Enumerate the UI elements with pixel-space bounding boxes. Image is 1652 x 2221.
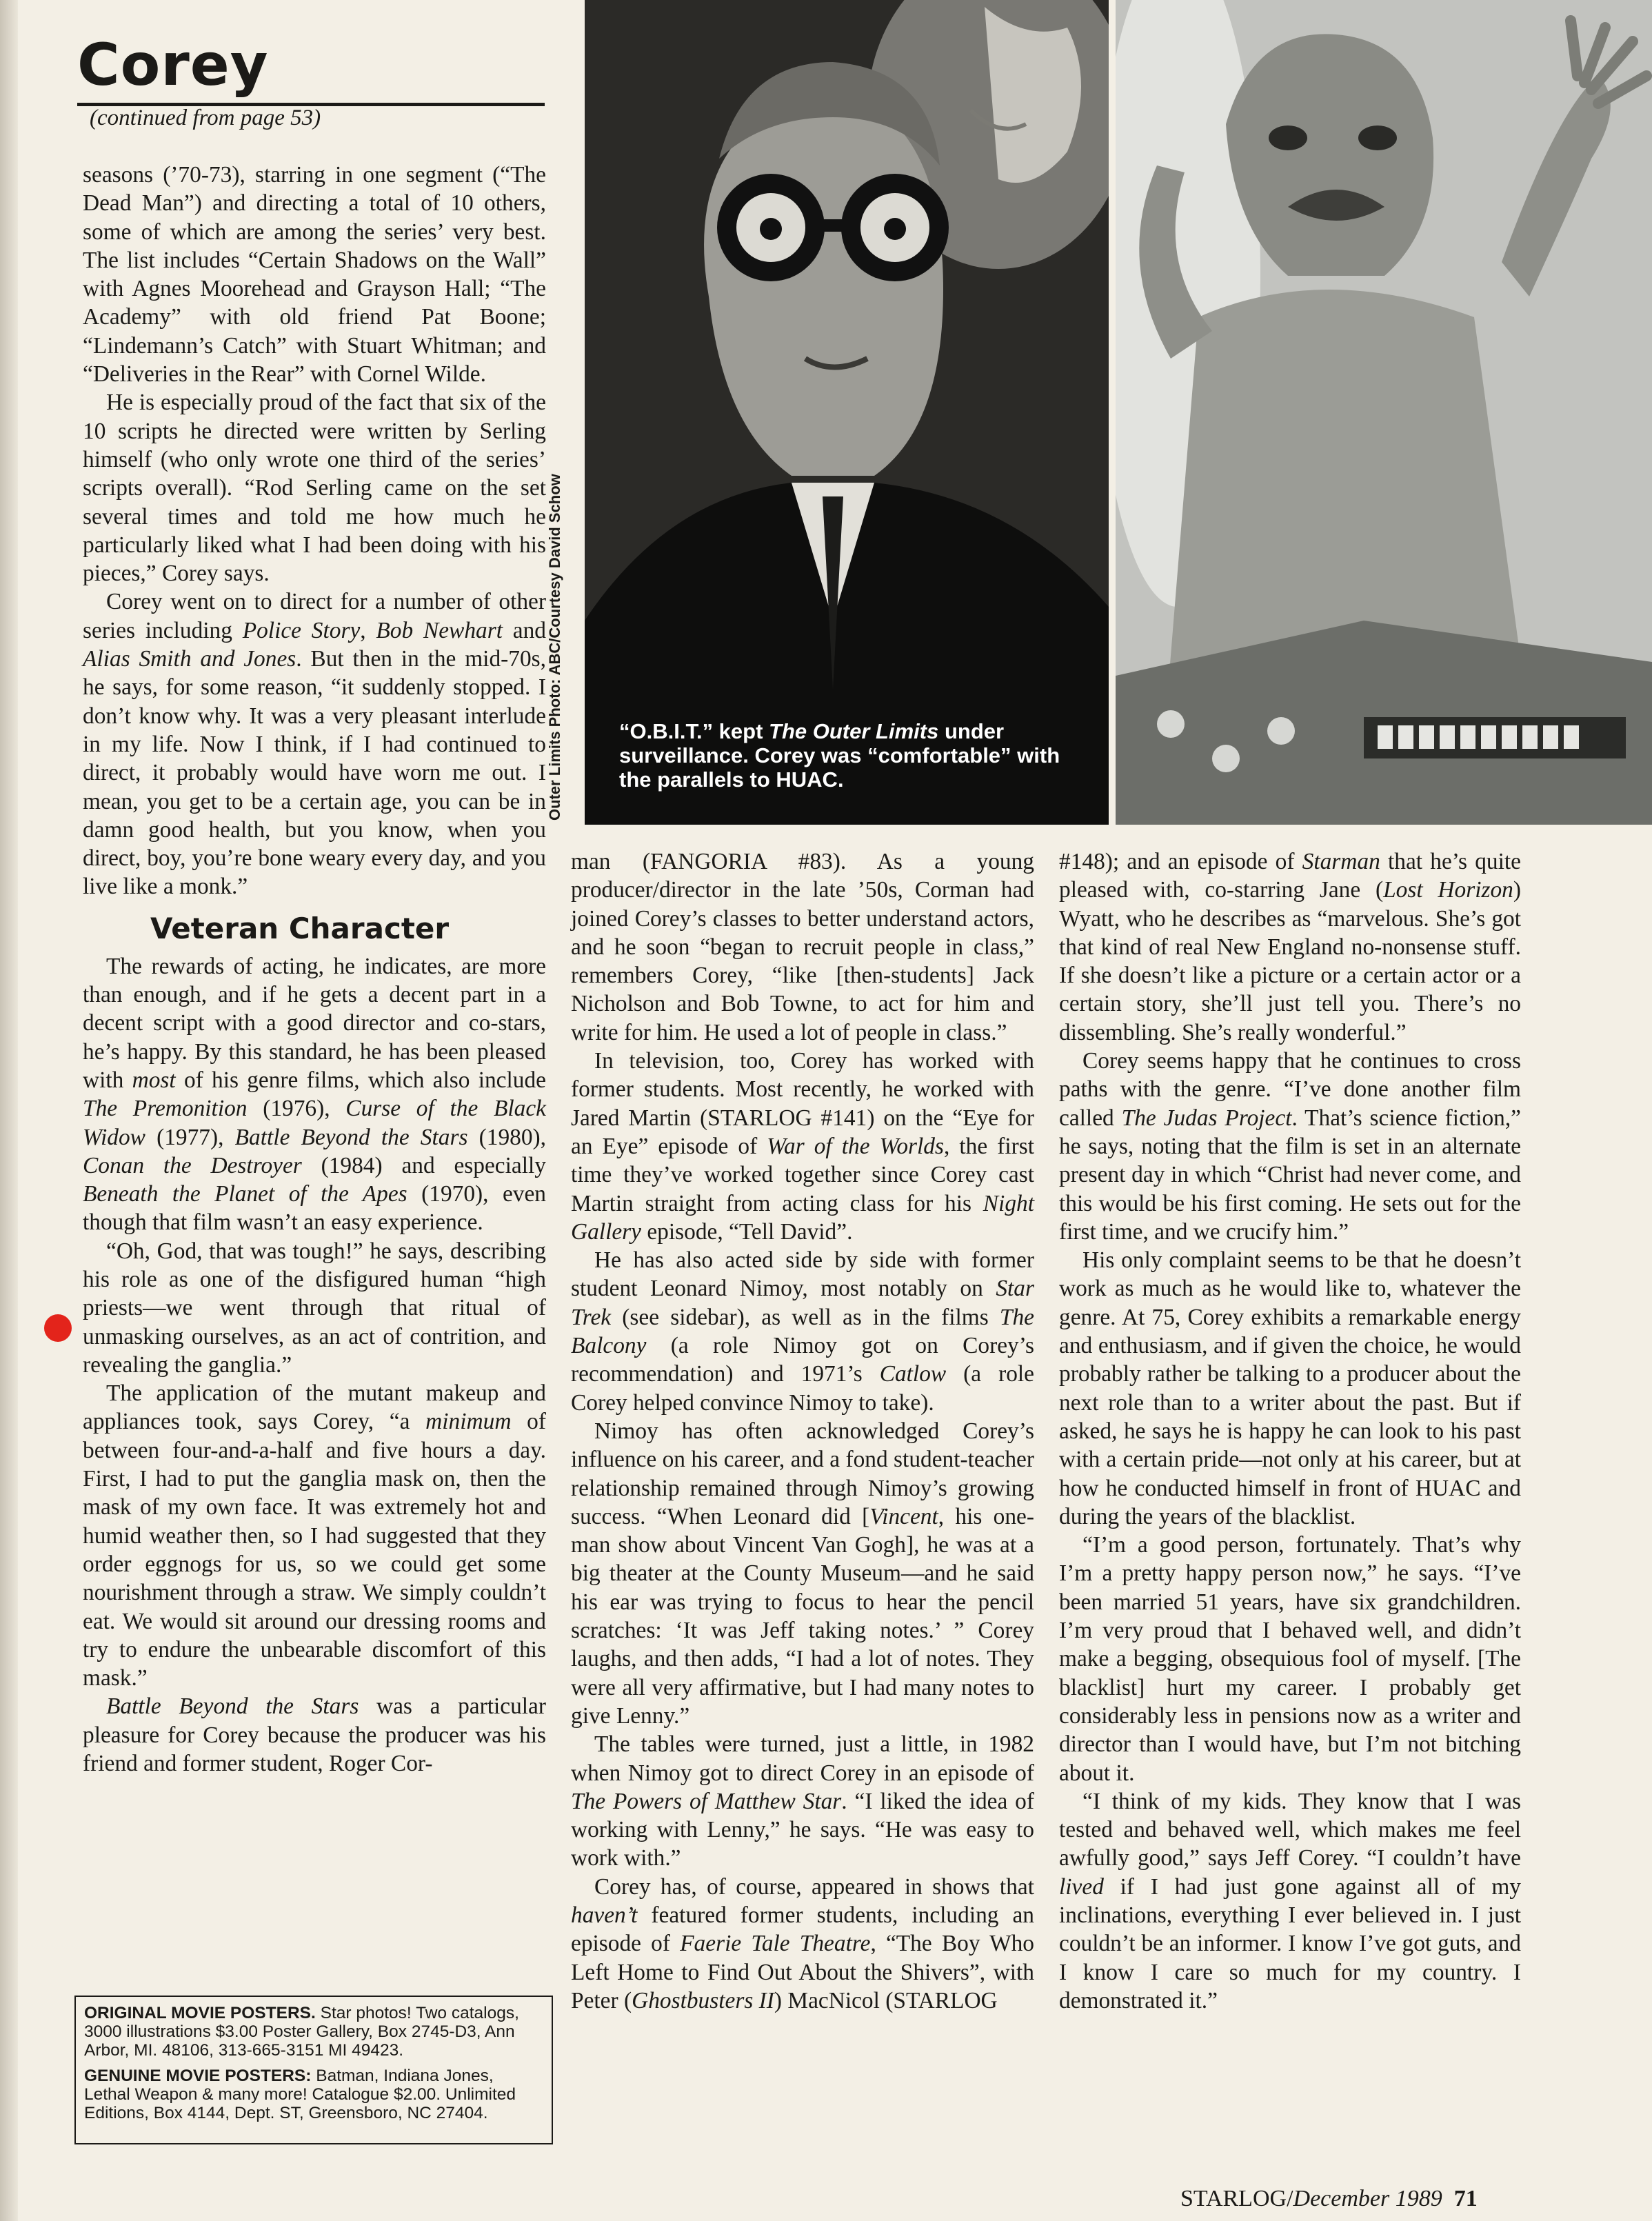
photo-obit-man xyxy=(585,0,1109,825)
photo-caption: “O.B.I.T.” kept The Outer Limits under surveillance. Corey was “comfortable” with the parallels to HUAC. xyxy=(619,719,1060,792)
paragraph: The tables were turned, just a little, in 1982 when Nimoy got to direct Corey in an episode of The Powers of Matthew Star. “I liked the idea of working with Lenny,” he says. “He was easy to work with.” xyxy=(571,1731,1034,1871)
paragraph: Corey has, of course, appeared in shows that haven’t featured former students, including an episode of Faerie Tale Theatre, “The Boy Who Left Home to Find Out About the Shivers”, with Peter (Ghostbusters II) MacNicol (STARLOG xyxy=(571,1873,1034,2013)
classified-ad: GENUINE MOVIE POSTERS: Batman, Indiana Jones, Lethal Weapon & many more! Catalogue $2.00. Unlimited Editions, Box 4144, Dept. ST, Greensboro, NC 27404. xyxy=(84,2067,516,2122)
article-column-2 xyxy=(571,847,1034,2015)
photo-creature-illustration xyxy=(1116,0,1652,825)
paragraph: His only complaint seems to be that he doesn’t work as much as he would like to, whatever the genre. At 75, Corey exhibits a remarkable energy and enthusiasm, and if given the choice, he would probably rather be talking to a producer about the next role than to a writer about the past. But if asked, he says he is happy he can look to his past with a certain pride—not only at his career, but at how he conducted himself in front of HUAC and during the years of the blacklist. xyxy=(1059,1247,1521,1529)
photo-credit: Outer Limits Photo: ABC/Courtesy David Schow xyxy=(546,474,563,821)
photo-obit-illustration xyxy=(585,0,1109,825)
paragraph: “Oh, God, that was tough!” he says, describing his role as one of the disfigured human “high priests—we went through that ritual of unmasking ourselves, as an act of contrition, and revealing the ganglia.” xyxy=(83,1238,546,1378)
paragraph: In television, too, Corey has worked with former students. Most recently, he worked with Jared Martin (STARLOG #141) on the “Eye for an Eye” episode of War of the Worlds, the first time they’ve worked together since Corey cast Martin straight from acting class for his Night Gallery episode, “Tell David”. xyxy=(571,1048,1035,1245)
continued-note: (continued from page 53) xyxy=(90,105,321,130)
classified-ads-box xyxy=(74,1996,553,2144)
page-footer: STARLOG/December 1989 71 xyxy=(1180,2186,1478,2211)
paragraph: seasons (’70-73), starring in one segment (“The Dead Man”) and directing a total of 10 others, some of which are among the series’ very best. The list includes “Certain Shadows on the Wall” with Agnes Moorehead and Grayson Hall; “The Academy” with old friend Pat Boone; “Lindemann’s Catch” with Stuart Whitman; and “Deliveries in the Rear” with Cornel Wilde. xyxy=(83,162,546,388)
paragraph: He is especially proud of the fact that six of the 10 scripts he directed were written by Serling himself (who only wrote one third of the series’ scripts overall). “Rod Serling came on the set several times and told me how much he particularly liked what I had been doing with his pieces,” Corey says. xyxy=(83,390,546,587)
article-column-3 xyxy=(1059,847,1521,2015)
paragraph: Battle Beyond the Stars was a particular pleasure for Corey because the producer was his friend and former student, Roger Cor- xyxy=(83,1694,547,1777)
photo-mutant-creature xyxy=(1116,0,1652,825)
paragraph: Corey seems happy that he continues to cross paths with the genre. “I’ve done another film called The Judas Project. That’s science fiction,” he says, noting that the film is set in an alternate present day in which “Christ had never come, and this would be his first coming. He sets out for the first time, and we crucify him.” xyxy=(1059,1048,1521,1245)
paragraph: man (FANGORIA #83). As a young producer/director in the late ’50s, Corman had joined Corey’s classes to better understand actors, and he soon “began to recruit people in class,” remembers Corey, “like [then-students] Jack Nicholson and Bob Towne, to act for him and write for him. He used a lot of people in class.” xyxy=(571,849,1034,1045)
section-subhead: Veteran Character xyxy=(150,911,450,945)
paragraph: Nimoy has often acknowledged Corey’s influence on his career, and a fond student-teacher relationship remained through Nimoy’s growing success. “When Leonard did [Vincent, his one-man show about Vincent Van Gogh], he was at a big theater at the County Museum—and he said his ear was trying to focus to hear the pencil scratches: ‘It was Jeff taking notes.’ ” Corey laughs, and then adds, “I had a lot of notes. They were all very affirmative, but I had many notes to give Lenny.” xyxy=(571,1418,1034,1729)
paragraph: “I’m a good person, fortunately. That’s why I’m a pretty happy person now,” he says. “I’ve been married 51 years, have six grandchildren. I’m very proud that I behaved well, and didn’t make a begging, obsequious fool of myself. [The blacklist] hurt my career. I probably get considerably less in pensions now as a writer and director than I would have, but I’m not bitching about it. xyxy=(1059,1532,1521,1786)
paragraph: Corey went on to direct for a number of other series including Police Story, Bob Newhart and Alias Smith and Jones. But then in the mid-70s, he says, for some reason, “it suddenly stopped. I don’t know why. It was a very pleasant interlude in my life. Now I think, if I had continued to direct, it probably would have worn me out. I mean, you get to be a certain age, you can be in damn good health, but you know, when you direct, boy, you’re bone weary every day, and you live like a monk.” xyxy=(83,589,546,900)
classified-ad: ORIGINAL MOVIE POSTERS. Star photos! Two catalogs, 3000 illustrations $3.00 Poster Gallery, Box 2745-D3, Ann Arbor, MI. 48106, 313-665-3151 MI 49423. xyxy=(84,2004,519,2060)
paragraph: “I think of my kids. They know that I was tested and behaved well, which makes me feel awfully good,” says Jeff Corey. “I couldn’t have lived if I had just gone against all of my inclinations, everything I ever believed in. I just couldn’t be an informer. I know I’ve got guts, and I know I care so much for my country. I demonstrated it.” xyxy=(1059,1788,1521,2013)
paragraph: The application of the mutant makeup and appliances took, says Corey, “a minimum of between four-and-a-half and five hours a day. First, I had to put the ganglia mask on, then the mask of my own face. It was extremely hot and humid weather then, so I had suggested that they order eggnogs for us, so we could get some nourishment through a straw. We simply couldn’t eat. We would sit around our dressing rooms and try to endure the unbearable discomfort of this mask.” xyxy=(83,1380,546,1691)
article-column-1 xyxy=(83,161,546,1778)
page-number: 71 xyxy=(1453,2186,1478,2211)
paragraph: He has also acted side by side with former student Leonard Nimoy, most notably on Star Trek (see sidebar), as well as in the films The Balcony (a role Nimoy got on Corey’s recommendation) and 1971’s Catlow (a role Corey helped convince Nimoy to take). xyxy=(571,1247,1034,1416)
red-marker-dot xyxy=(44,1314,72,1342)
page-title: Corey xyxy=(77,31,269,99)
paragraph: The rewards of acting, he indicates, are more than enough, and if he gets a decent part in a decent script with a good director and co-stars, he’s happy. By this standard, he has been pleased with most of his genre films, which also include The Premonition (1976), Curse of the Black Widow (1977), Battle Beyond the Stars (1980), Conan the Destroyer (1984) and especially Beneath the Planet of the Apes (1970), even though that film wasn’t an easy experience. xyxy=(83,953,547,1236)
paragraph: #148); and an episode of Starman that he’s quite pleased with, co-starring Jane (Lost Horizon) Wyatt, who he describes as “marvelous. She’s got that kind of real New England no-nonsense stuff. If she doesn’t like a picture or a certain actor or a certain story, she’ll just tell you. There’s no dissembling. She’s really wonderful.” xyxy=(1059,849,1521,1045)
page-binding-edge xyxy=(0,0,18,2221)
